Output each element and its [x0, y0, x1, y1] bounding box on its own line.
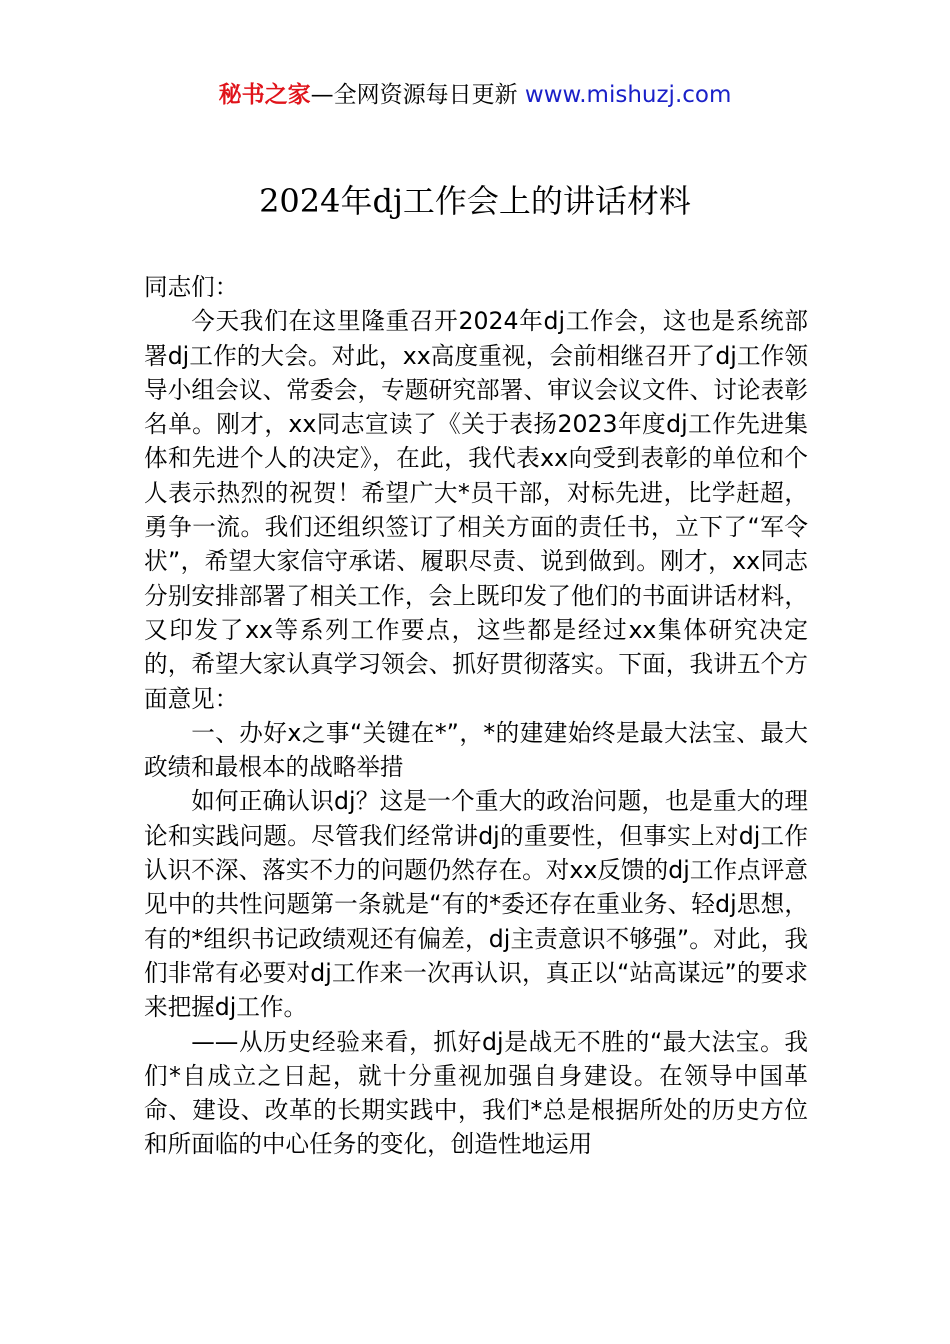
body-paragraph: 如何正确认识dj？这是一个重大的政治问题，也是重大的理论和实践问题。尽管我们经常讲dj的重要性，但事实上对dj工作认识不深、落实不力的问题仍然存在。对xx反馈的dj工作点评意见中的共性问题第一条就是“有的*委还存在重业务、轻dj思想，有的*组织书记政绩观还有偏差，dj主责意识不够强”。对此，我们非常有必要对dj工作来一次再认识，真正以“站高谋远”的要求来把握dj工作。 [144, 787, 808, 1022]
body-paragraph: 今天我们在这里隆重召开2024年dj工作会，这也是系统部署dj工作的大会。对此，xx高度重视，会前相继召开了dj工作领导小组会议、常委会，专题研究部署、审议会议文件、讨论表彰名单。刚才，xx同志宣读了《关于表扬2023年度dj工作先进集体和先进个人的决定》，在此，我代表xx向受到表彰的单位和个人表示热烈的祝贺！希望广大*员干部，对标先进，比学赶超，勇争一流。我们还组织签订了相关方面的责任书，立下了“军令状”，希望大家信守承诺、履职尽责、说到做到。刚才，xx同志分别安排部署了相关工作，会上既印发了他们的书面讲话材料，又印发了xx等系列工作要点，这些都是经过xx集体研究决定的，希望大家认真学习领会、抓好贯彻落实。下面，我讲五个方面意见： [144, 307, 808, 713]
section-heading: 一、办好x之事“关键在*”，*的建建始终是最大法宝、最大政绩和最根本的战略举措 [144, 718, 808, 782]
header-tagline: —全网资源每日更新 [310, 82, 525, 108]
site-url-link[interactable]: www.mishuzj.com [524, 82, 732, 108]
document-body [144, 270, 808, 1162]
site-header [0, 78, 950, 112]
document-title: 2024年dj工作会上的讲话材料 [259, 182, 691, 220]
body-paragraph: ——从历史经验来看，抓好dj是战无不胜的“最大法宝。我们*自成立之日起，就十分重视加强自身建设。在领导中国革命、建设、改革的长期实践中，我们*总是根据所处的历史方位和所面临的中心任务的变化，创造性地运用 [144, 1027, 808, 1159]
brand-name: 秘书之家 [218, 82, 311, 108]
salutation: 同志们： [144, 273, 239, 301]
